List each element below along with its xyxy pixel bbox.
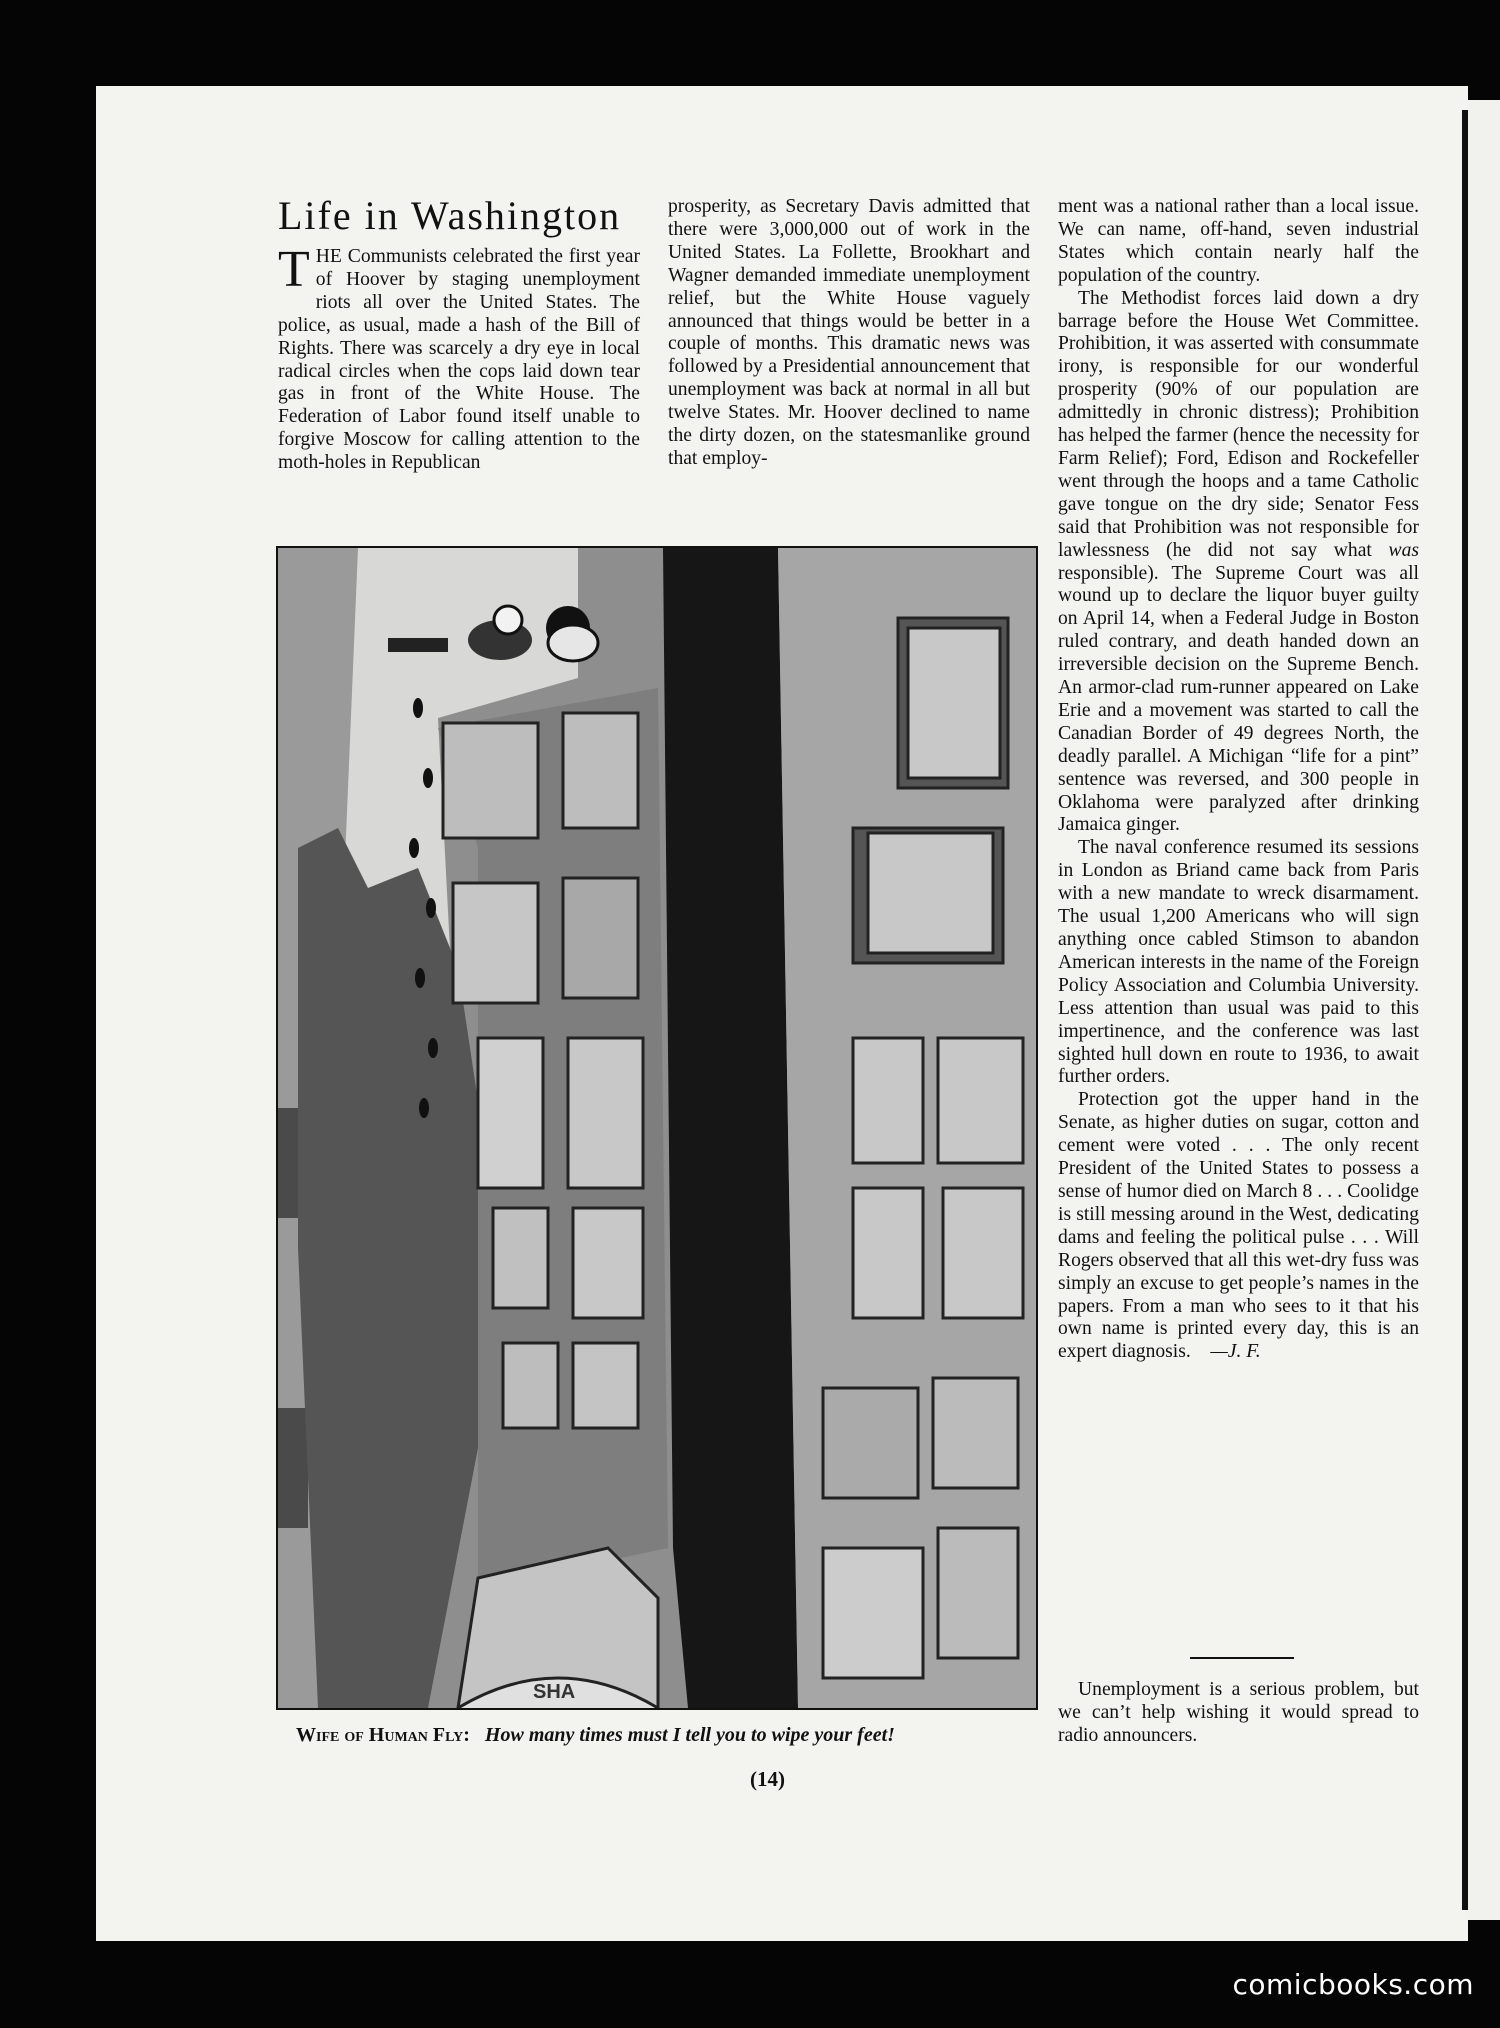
left-window	[278, 1408, 308, 1528]
paragraph-1-text: HE Communists celebrated the first year of Hoover by staging unemployment riots all over the United States. The police, as usual, made a hash of the Bill of Rights. There was scarcely a dry eye in local radical circles when the cops laid down tear gas in front of the White House. The Federation of Labor found itself unable to forgive Moscow for calling attention to the moth-holes in Republican	[278, 246, 640, 474]
column-2	[668, 196, 1030, 471]
paragraph-prohibition-text-b: responsible). The Supreme Court was all wound up to declare the liquor buyer guilty on April 14, when a Federal Judge in Boston ruled contrary, and death handed down an irreversible decision on the Supreme Bench. An armor-clad rum-runner appeared on Lake Erie and a movement was started to call the Canadian Border of 49 degrees North, the deadly parallel. A Michigan “life for a pint” sentence was reversed, and 300 people in Oklahoma were paralyzed after drinking Jamaica ginger.	[1058, 562, 1419, 836]
cartoon-illustration	[276, 546, 1038, 1710]
paragraph-1-end: ment was a national rather than a local issue. We can name, off-hand, seven industrial States which contain nearly half the population of the country.	[1058, 196, 1419, 286]
paragraph-protection	[1058, 1089, 1419, 1364]
paragraph-prohibition	[1058, 288, 1419, 838]
filler-note-text: Unemployment is a serious problem, but we can’t help wishing it would spread to radio announcers.	[1058, 1679, 1419, 1746]
cartoon-caption	[296, 1724, 1036, 1747]
watermark: comicbooks.com	[1232, 1968, 1474, 2001]
paragraph-prohibition-italic: was	[1388, 539, 1419, 561]
paragraph-1	[278, 241, 640, 475]
paragraph-protection-text: Protection got the upper hand in the Senate, as higher duties on sugar, cotton and cement were voted . . . The only recent President of the United States to possess a sense of humor died on March 8 . . . Coolidge is still messing around in the West, dedicating dams and feeling the political pulse . . . Will Rogers observed that all this wet-dry fuss was simply an excuse to get people’s names in the papers. From a man who sees to it that his own name is printed every day, this is an expert diagnosis.	[1058, 1089, 1419, 1363]
paragraph-1-continued: prosperity, as Secretary Davis admitted that there were 3,000,000 out of work in the United States. La Follette, Brookhart and Wagner demanded immediate unemployment relief, but the White House vaguely announced that things would be better in a couple of months. This dramatic news was followed by a Presidential announcement that unemployment was back at normal in all but twelve States. Mr. Hoover declined to name the dirty dozen, on the statesmanlike ground that employ-	[668, 196, 1030, 469]
filler-note	[1058, 1679, 1419, 1748]
caption-text: How many times must I tell you to wipe your feet!	[484, 1724, 895, 1746]
cartoon-drawing	[278, 548, 1036, 1708]
author-signature: —J. F.	[1210, 1341, 1261, 1363]
column-1	[278, 241, 640, 475]
article-title: Life in Washington	[278, 193, 622, 238]
paragraph-prohibition-text-a: The Methodist forces laid down a dry barrage before the House Wet Committee. Prohibition, it was asserted with consummate irony, is responsible for our wonderful prosperity (90% of our population are admittedly in chronic distress); Prohibition has helped the farmer (hence the necessity for Farm Relief); Ford, Edison and Rockefeller went through the hoops and a tame Catholic gave tongue on the dry side; Senator Fess said that Prohibition was not responsible for lawlessness (he did not say what	[1058, 287, 1419, 561]
paragraph-naval-conference: The naval conference resumed its sessions in London as Briand came back from Paris with a new mandate to wreck disarmament. The usual 1,200 Americans who will sign anything once cabled Stimson to abandon American interests in the name of the Foreign Policy Association and Columbia University. Less attention than usual was paid to this impertinence, and the conference was last sighted hull down en route to 1936, to await further orders.	[1058, 837, 1419, 1088]
page-number: (14)	[750, 1767, 785, 1791]
facing-page-strip	[1468, 100, 1500, 1920]
section-divider	[1190, 1657, 1294, 1659]
awning-text: SHA	[533, 1681, 576, 1703]
caption-speaker: Wife of Human Fly:	[296, 1724, 470, 1746]
column-3	[1058, 196, 1419, 1364]
drop-cap: T	[278, 241, 310, 298]
